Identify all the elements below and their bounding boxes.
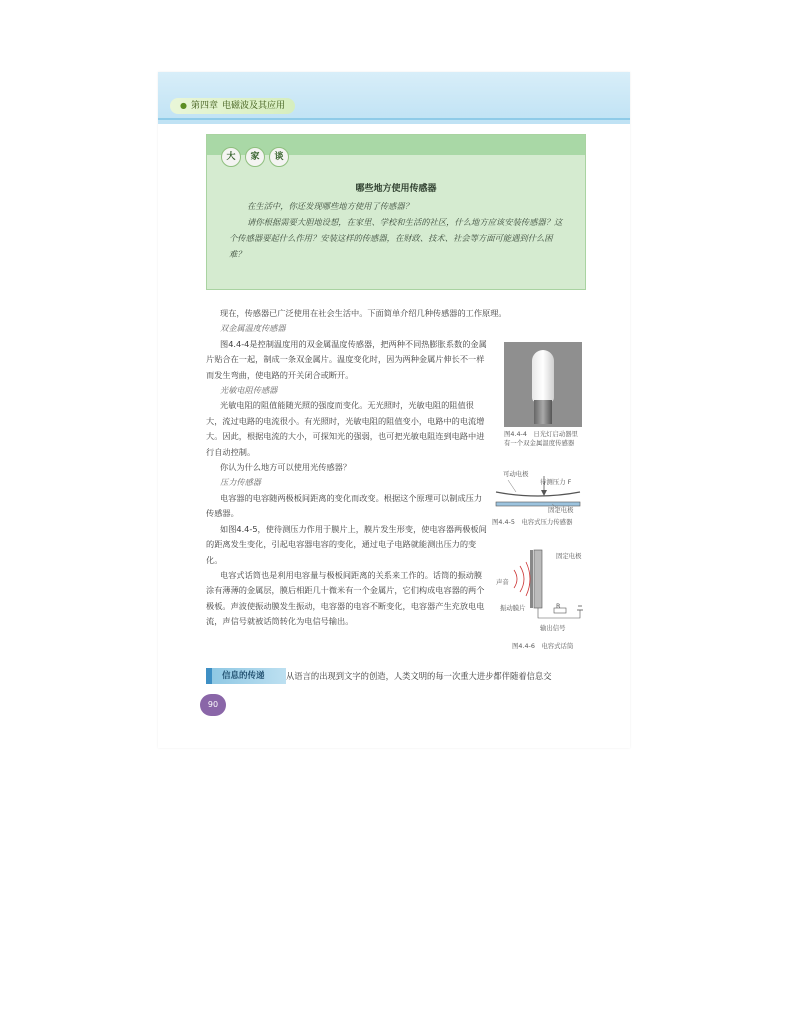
label-fixed-electrode-mic: 固定电极 <box>556 552 582 560</box>
subheading-photoresistor: 光敏电阻传感器 <box>220 385 278 396</box>
discussion-title: 哪些地方使用传感器 <box>355 184 437 194</box>
page-number: 90 <box>200 694 226 716</box>
subheading-pressure: 压力传感器 <box>220 477 261 488</box>
discussion-char: 家 <box>245 147 265 167</box>
discussion-char: 大 <box>221 147 241 167</box>
caption-line: 有一个双金属温度传感器 <box>504 439 575 447</box>
question-text: 你认为什么地方可以使用光传感器？ <box>220 462 352 473</box>
header-divider <box>158 118 630 120</box>
paragraph-pressure: 电容器的电容随两极板间距离的变化而改变。根据这个原理可以制成压力传感器。 <box>206 492 483 519</box>
label-sound: 声音 <box>496 578 509 586</box>
label-movable-electrode: 可动电极 <box>503 470 529 478</box>
discussion-body <box>229 198 565 262</box>
bulb-base <box>534 400 552 424</box>
discussion-box <box>206 134 586 290</box>
info-tab: 信息的传递 <box>206 668 286 684</box>
label-output-signal: 输出信号 <box>540 624 566 632</box>
discussion-paragraph: 在生活中，你还发现哪些地方使用了传感器？ <box>247 201 413 211</box>
caption-line: 图4.4-4 日光灯启动器里 <box>504 430 579 438</box>
bullet-icon: ● <box>180 101 187 110</box>
paragraph-pressure-2: 如图4.4-5，使待测压力作用于膜片上，膜片发生形变，使电容器两极板间的距离发生变化，引起电容器电容的变化，通过电子电路就能测出压力的变化。 <box>206 523 487 565</box>
info-bar <box>206 668 594 686</box>
label-membrane: 振动膜片 <box>500 604 526 612</box>
chapter-header <box>170 98 295 114</box>
label-resistor: R <box>556 602 561 610</box>
discussion-label <box>221 147 289 167</box>
discussion-paragraph: 请你根据需要大胆地设想，在家里、学校和生活的社区，什么地方应该安装传感器？这个传感器要起什么作用？安装这样的传感器，在财政、技术、社会等方面可能遇到什么困难？ <box>229 217 563 259</box>
chapter-title: 电磁波及其应用 <box>222 101 286 111</box>
figure-4-6-caption: 图4.4-6 电容式话筒 <box>512 642 574 650</box>
bulb-glass <box>532 350 554 402</box>
info-text: 从语言的出现到文字的创造，人类文明的每一次重大进步都伴随着信息交 <box>286 671 552 681</box>
paragraph-photoresistor: 光敏电阻的阻值能随光照的强度而变化。无光照时，光敏电阻的阻值很大，流过电路的电流很小。有光照时，光敏电阻的阻值变小，电路中的电流增大。因此，根据电流的大小，可探知光的强弱，也可把光敏电阻连到电路中进行自动控制。 <box>206 400 485 457</box>
label-fixed-electrode: 固定电极 <box>548 506 574 514</box>
chapter-number: 第四章 <box>190 101 218 111</box>
figure-4-5-caption: 图4.4-5 电容式压力传感器 <box>492 518 573 526</box>
figure-4-4-caption <box>504 430 590 448</box>
paragraph-bimetal: 图4.4-4是控制温度用的双金属温度传感器，把两种不同热膨胀系数的金属片贴合在一起，制成一条双金属片。温度变化时，因为两种金属片伸长不一样而发生弯曲，使电路的开关闭合或断开。 <box>206 338 487 380</box>
starter-bulb-photo <box>504 342 582 427</box>
intro-paragraph: 现在，传感器已广泛使用在社会生活中。下面简单介绍几种传感器的工作原理。 <box>220 308 507 318</box>
subheading-bimetal: 双金属温度传感器 <box>220 323 286 334</box>
label-force: 待测压力 F <box>540 478 572 486</box>
discussion-char: 谈 <box>269 147 289 167</box>
paragraph-microphone: 电容式话筒也是利用电容量与极板间距离的关系来工作的。话筒的振动膜涂有薄薄的金属层，膜后相距几十微米有一个金属片，它们构成电容器的两个极板。声波使振动膜发生振动，电容器的电容不断变化，电容器产生充放电电流，声信号就被话筒转化为电信号输出。 <box>206 569 485 627</box>
